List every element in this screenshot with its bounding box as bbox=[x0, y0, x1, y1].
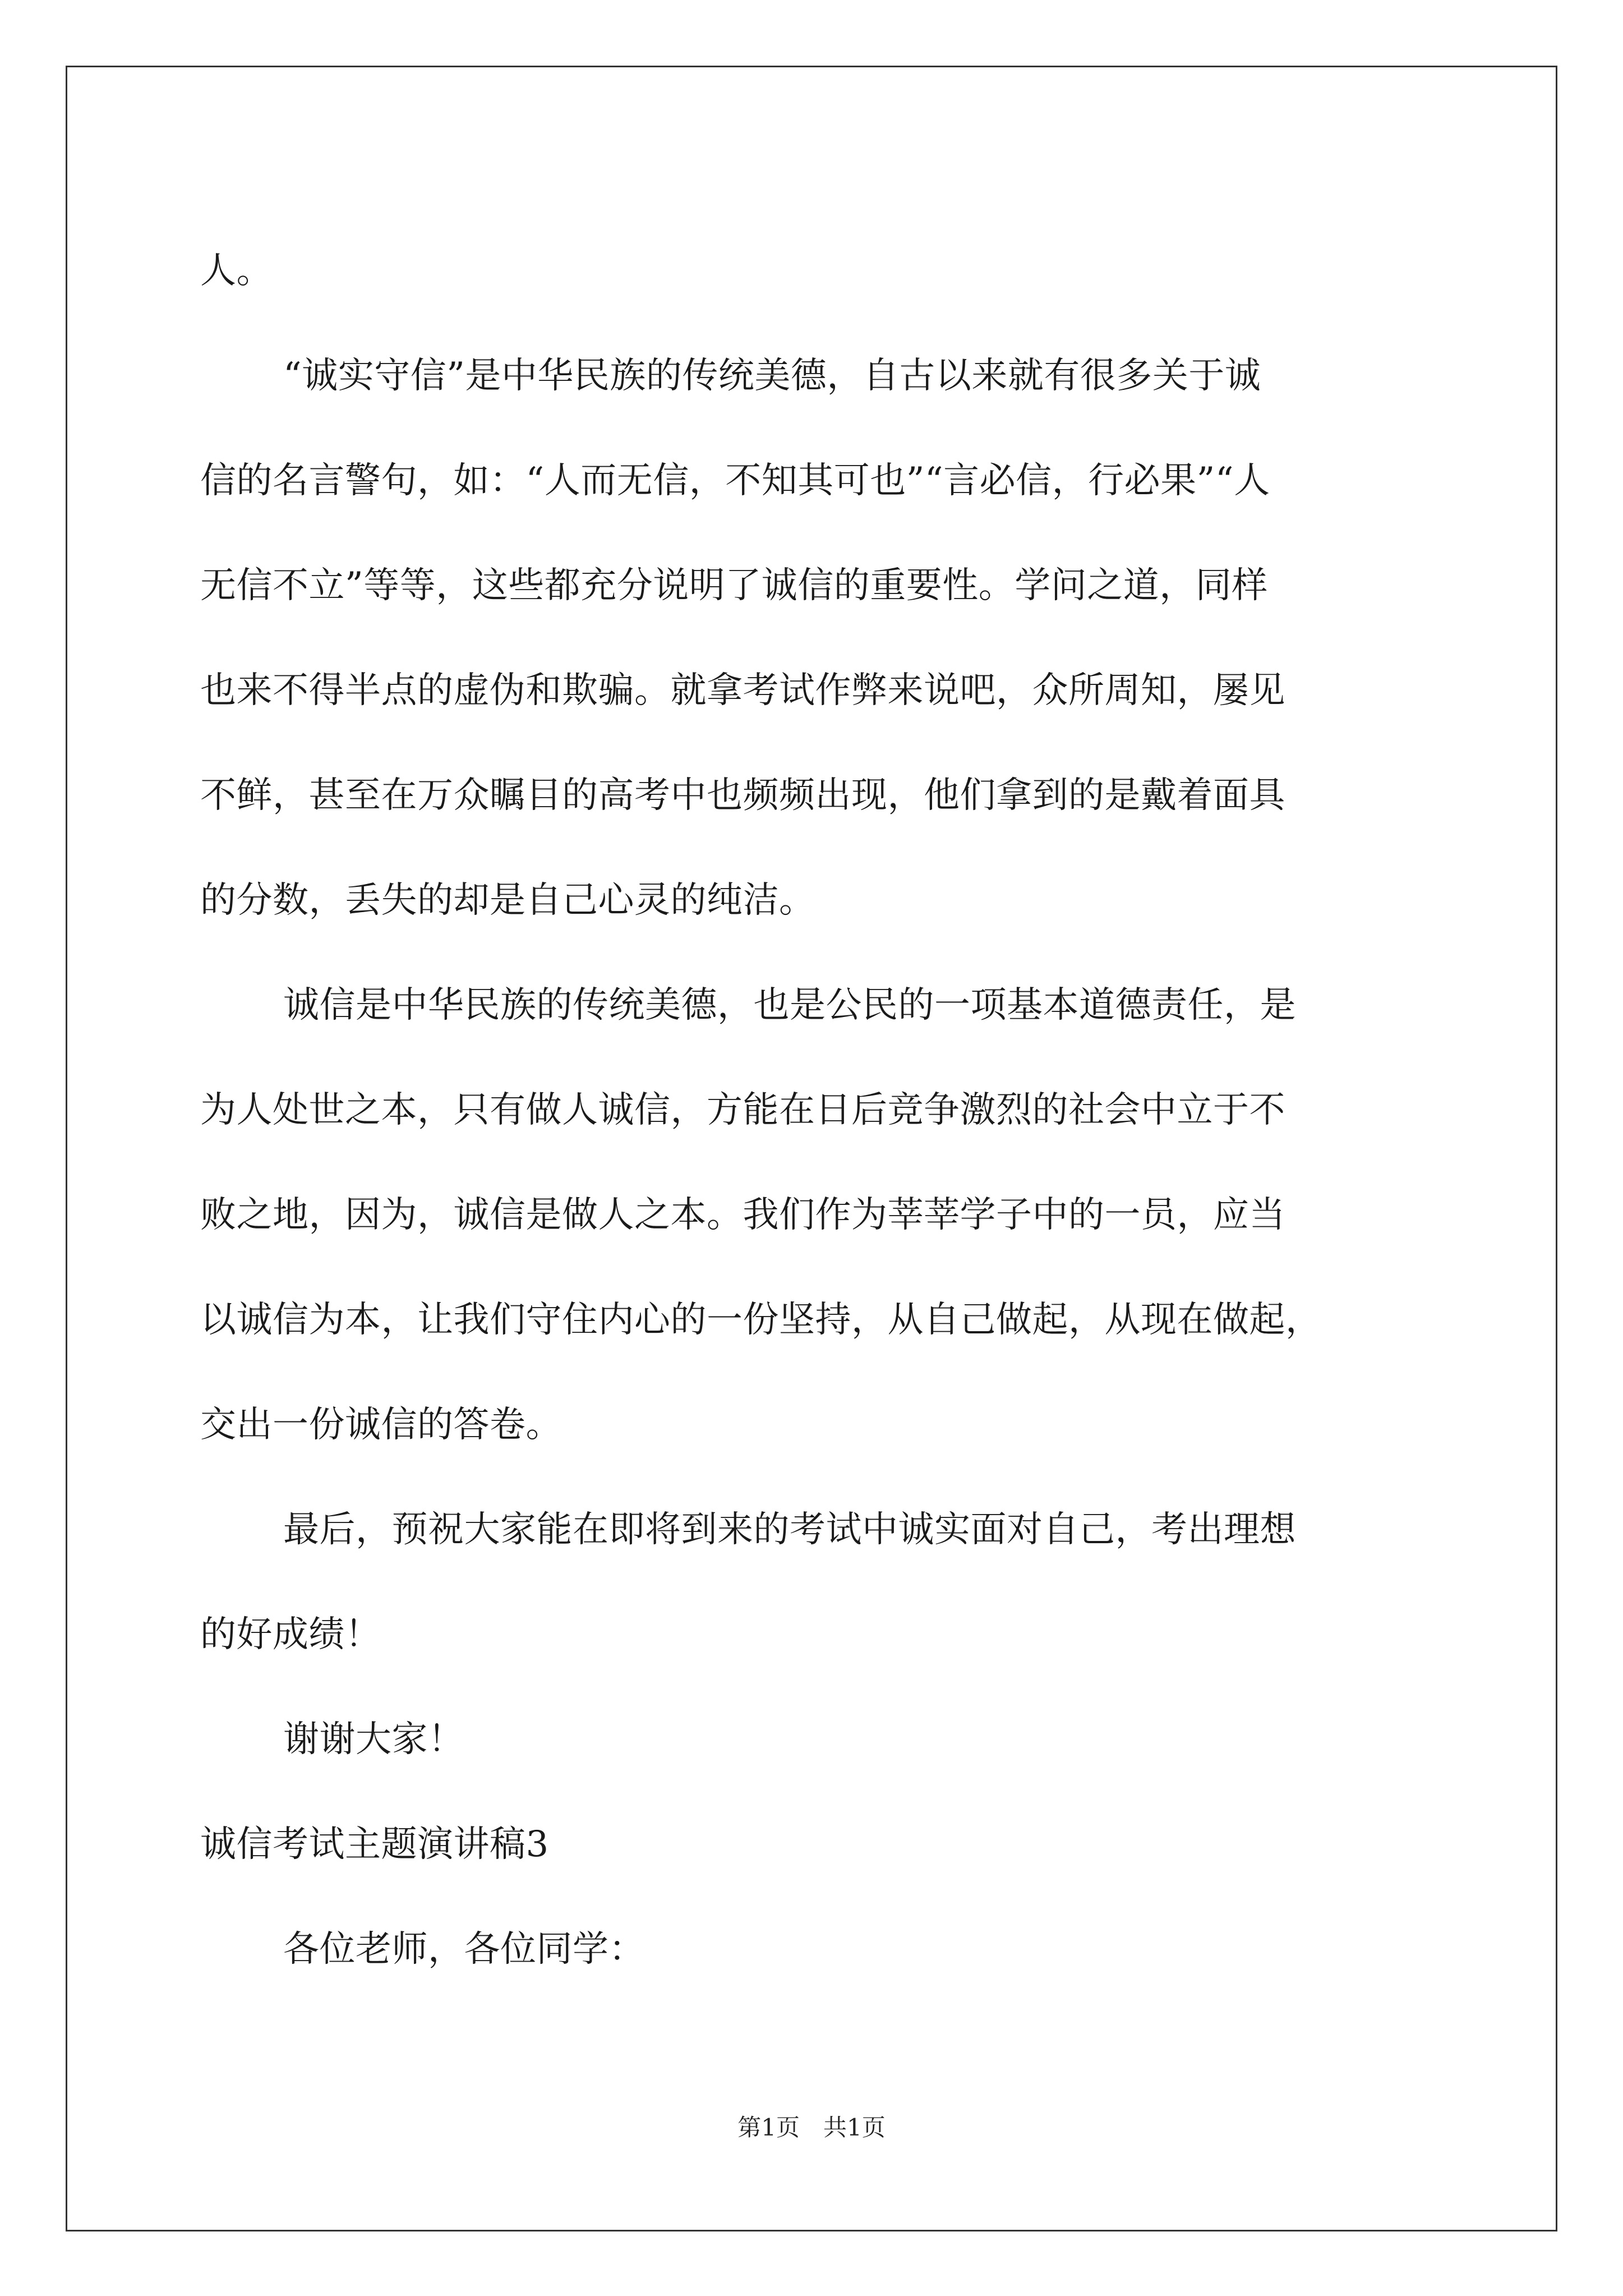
section-heading: 诚信考试主题演讲稿3 bbox=[200, 1824, 549, 1865]
text-line: 为人处世之本，只有做人诚信，方能在日后竞争激烈的社会中立于不 bbox=[200, 1089, 1285, 1131]
text-line: 不鲜，甚至在万众瞩目的高考中也频频出现，他们拿到的是戴着面具 bbox=[200, 775, 1285, 816]
text-line: 也来不得半点的虚伪和欺骗。就拿考试作弊来说吧，众所周知，屡见 bbox=[200, 670, 1285, 711]
text-line: 交出一份诚信的答卷。 bbox=[200, 1404, 562, 1446]
text-line: 的好成绩！ bbox=[200, 1614, 381, 1655]
text-line: 人。 bbox=[200, 250, 273, 292]
page-number-footer: 第1页 共1页 bbox=[737, 2114, 886, 2141]
paragraph-start: 最后，预祝大家能在即将到来的考试中诚实面对自己，考出理想 bbox=[283, 1509, 1296, 1550]
text-line: 信的名言警句，如：“人而无信，不知其可也”“言必信，行必果”“人 bbox=[200, 460, 1270, 501]
text-line: 败之地，因为，诚信是做人之本。我们作为莘莘学子中的一员，应当 bbox=[200, 1194, 1285, 1236]
text-line: 无信不立”等等，这些都充分说明了诚信的重要性。学问之道，同样 bbox=[200, 565, 1268, 606]
text-line: 的分数，丢失的却是自己心灵的纯洁。 bbox=[200, 880, 815, 921]
closing-thanks: 谢谢大家！ bbox=[283, 1719, 464, 1760]
paragraph-start: “诚实守信”是中华民族的传统美德，自古以来就有很多关于诚 bbox=[283, 355, 1261, 397]
paragraph-start: 诚信是中华民族的传统美德，也是公民的一项基本道德责任，是 bbox=[283, 984, 1296, 1026]
text-line: 以诚信为本，让我们守住内心的一份坚持，从自己做起，从现在做起， bbox=[200, 1299, 1322, 1341]
document-body bbox=[200, 219, 1456, 2002]
greeting: 各位老师，各位同学： bbox=[283, 1929, 645, 1970]
